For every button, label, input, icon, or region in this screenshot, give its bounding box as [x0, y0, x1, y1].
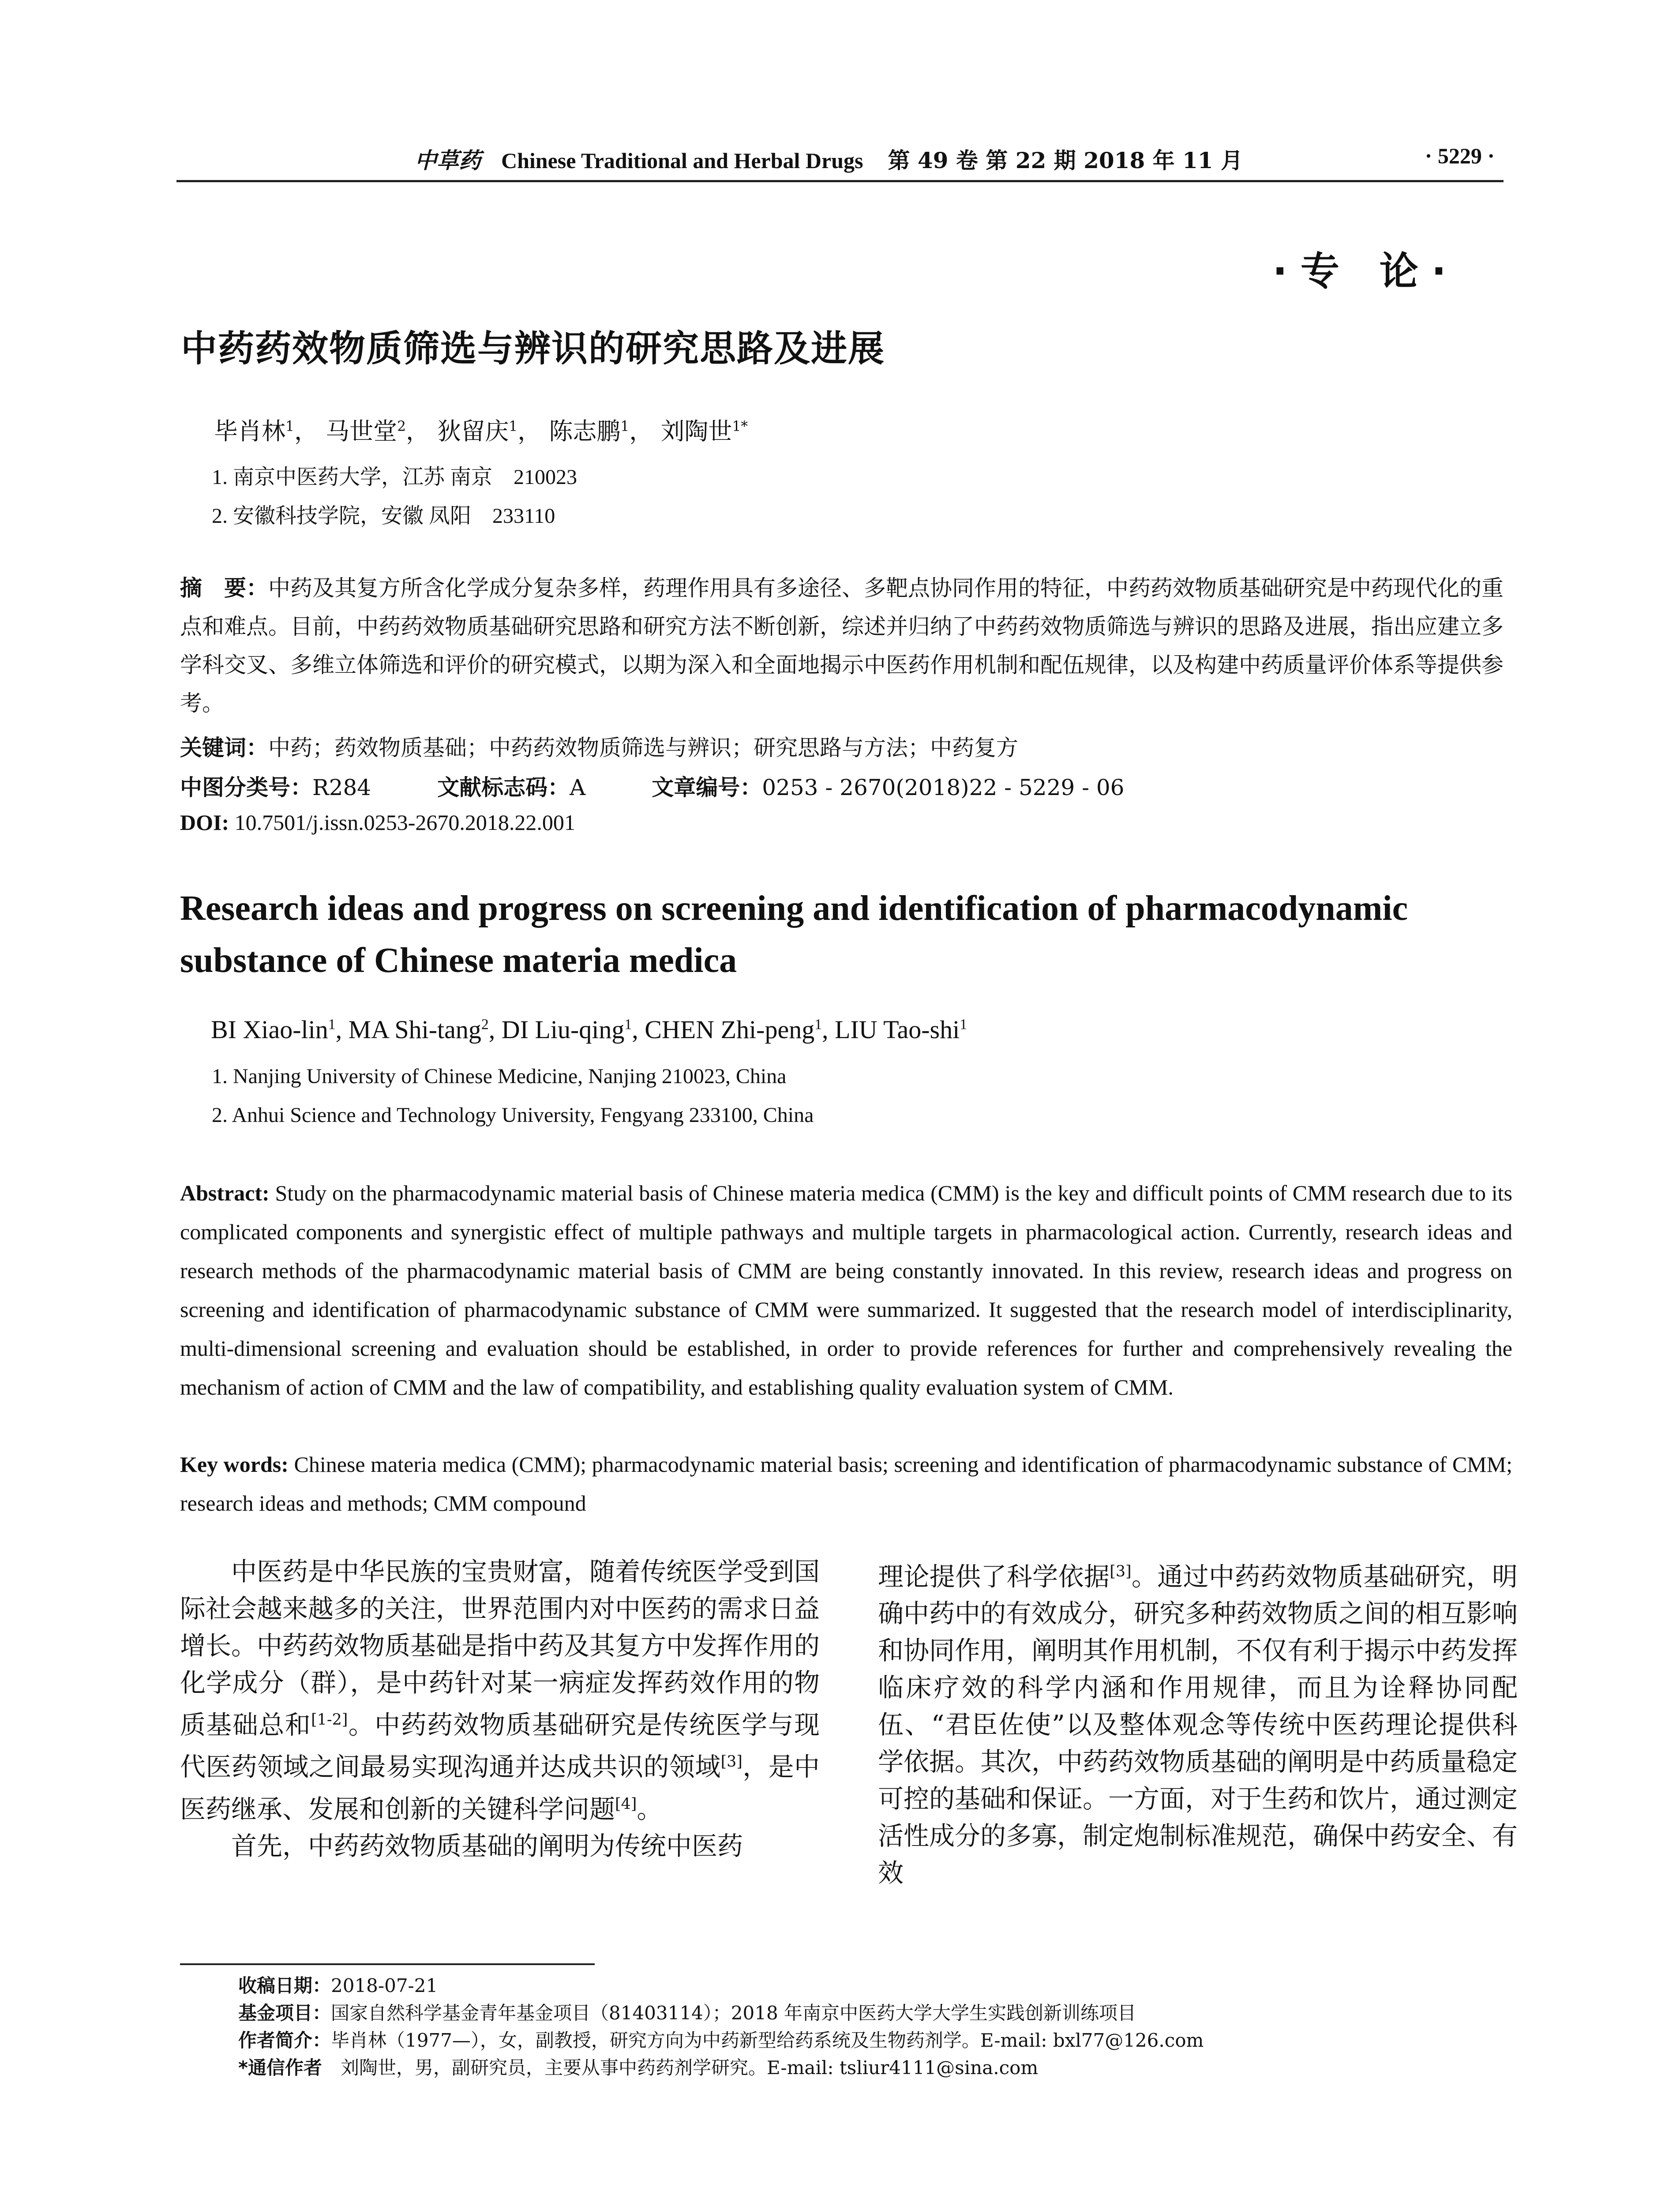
footnote-text: 2018-07-21 — [331, 1975, 438, 1996]
abstract-en — [180, 1174, 1512, 1407]
footnotes — [238, 1972, 1204, 2082]
keywords-cn-text: 中药；药效物质基础；中药药效物质筛选与辨识；研究思路与方法；中药复方 — [268, 735, 1018, 761]
footnote-text: 刘陶世，男，副研究员，主要从事中药药剂学研究。E-mail: tsliur4111@sina.com — [322, 2057, 1039, 2078]
abstract-en-label: Abstract: — [180, 1181, 270, 1205]
author-name: 马世堂 — [326, 417, 398, 445]
author-name: 刘陶世 — [660, 417, 732, 445]
footnote-received — [238, 1972, 1204, 2000]
keywords-en-text: Chinese materia medica (CMM); pharmacodynamic material basis; screening and identification of pharmacodynamic substance of CMM; research ideas and methods; CMM compound — [180, 1452, 1512, 1516]
classification-line — [180, 770, 1191, 802]
section-tag: ·专 论· — [1272, 248, 1459, 294]
author-affiliation-mark: 1 — [509, 419, 518, 435]
doi-label: DOI: — [180, 810, 229, 835]
footnote-author-bio — [238, 2027, 1204, 2054]
author-name: 毕肖林 — [214, 417, 285, 445]
body-column-left — [180, 1553, 820, 1865]
citation-link[interactable]: [3] — [720, 1753, 742, 1771]
doc-code-label: 文献标志码： — [437, 775, 570, 800]
author-affiliation-mark: 1 — [814, 1016, 822, 1033]
author-name: 陈志鹏 — [549, 417, 621, 445]
author-name-en: CHEN Zhi-peng — [645, 1015, 815, 1044]
author-affiliation-mark: 1 — [285, 419, 294, 435]
clc-label: 中图分类号： — [180, 775, 312, 800]
author-affiliation-mark: 1* — [732, 419, 748, 435]
keywords-en-label: Key words: — [180, 1452, 289, 1477]
author-name: 狄留庆 — [437, 417, 509, 445]
body-text: 中医药是中华民族的宝贵财富，随着传统医学受到国际社会越来越多的关注，世界范围内对中医药的需求日益增长。中药药效物质基础是指中药及其复方中发挥作用的化学成分（群），是中药针对某一病症发挥药效作用的物质基础总和 — [180, 1557, 820, 1740]
issue-info: 第 49 卷 第 22 期 2018 年 11 月 — [888, 147, 1243, 173]
footnote-text: 国家自然科学基金青年基金项目（81403114）；2018 年南京中医药大学大学生实践创新训练项目 — [331, 2002, 1136, 2024]
keywords-cn — [180, 730, 1018, 762]
body-column-right — [878, 1553, 1518, 1891]
clc-value: R284 — [312, 775, 371, 800]
author-name-en: MA Shi-tang — [348, 1015, 481, 1044]
article-no-value: 0253 - 2670(2018)22 - 5229 - 06 — [762, 775, 1125, 800]
body-text: 理论提供了科学依据 — [878, 1561, 1110, 1592]
affiliation-cn: 1. 南京中医药大学，江苏 南京 210023 — [212, 465, 578, 489]
authors-cn: 毕肖林$^1$， 马世堂$^2$， 狄留庆$^1$， 陈志鹏$^1$， 刘陶世$^{1*}$ — [214, 417, 748, 445]
author-affiliation-mark: 1 — [624, 1016, 632, 1033]
body-paragraph: 首先，中药药效物质基础的阐明为传统中医药 — [231, 1831, 743, 1861]
journal-info — [415, 143, 1243, 175]
keywords-cn-label: 关键词： — [180, 735, 268, 761]
citation-link[interactable]: [1-2] — [311, 1711, 348, 1729]
abstract-en-text: Study on the pharmacodynamic material basis of Chinese materia medica (CMM) is the key and difficult points of CMM research due to its complicated components and synergistic effect of multiple pathways and multiple targets in pharmacological action. Currently, research ideas and research methods of the pharmacodynamic material basis of CMM are being constantly innovated. In this review, research ideas and progress on screening and identification of pharmacodynamic substance of CMM were summarized. It suggested that the research model of interdisciplinarity, multi-dimensional screening and evaluation should be established, in order to provide references for further and comprehensively revealing the mechanism of action of CMM and the law of compatibility, and establishing quality evaluation system of CMM. — [180, 1181, 1512, 1399]
body-paragraph — [878, 1553, 1518, 1891]
page-number: · 5229 · — [1425, 143, 1495, 168]
footnote-label: 基金项目： — [238, 2002, 331, 2024]
author-name-en: BI Xiao-lin — [211, 1015, 328, 1044]
body-text: 。 — [637, 1793, 663, 1824]
footnote-label: *通信作者 — [238, 2057, 322, 2078]
abstract-cn-text: 中药及其复方所含化学成分复杂多样，药理作用具有多途径、多靶点协同作用的特征，中药药效物质基础研究是中药现代化的重点和难点。目前，中药药效物质基础研究思路和研究方法不断创新，综述并归纳了中药药效物质筛选与辨识的思路及进展，指出应建立多学科交叉、多维立体筛选和评价的研究模式，以期为深入和全面地揭示中医药作用机制和配伍规律，以及构建中药质量评价体系等提供参考。 — [180, 575, 1504, 716]
title-en: Research ideas and progress on screening and identification of pharmacodynamic substance of Chinese materia medica — [180, 889, 1408, 980]
journal-name-en: Chinese Traditional and Herbal Drugs — [501, 148, 863, 173]
footnote-label: 作者简介： — [238, 2030, 331, 2051]
doc-code-value: A — [570, 775, 586, 800]
affiliation-en: 1. Nanjing University of Chinese Medicine, Nanjing 210023, China — [212, 1065, 787, 1088]
author-name-en: DI Liu-qing — [501, 1015, 625, 1044]
author-affiliation-mark: 1 — [328, 1016, 336, 1033]
doi-value: 10.7501/j.issn.0253-2670.2018.22.001 — [234, 810, 575, 835]
footnote-text: 毕肖林（1977—），女，副教授，研究方向为中药新型给药系统及生物药剂学。E-mail: bxl77@126.com — [331, 2030, 1204, 2051]
body-text: 。通过中药药效物质基础研究，明确中药中的有效成分，研究多种药效物质之间的相互影响和协同作用，阐明其作用机制，不仅有利于揭示中药发挥临床疗效的科学内涵和作用规律，而且为诠释协同配伍、“君臣佐使”以及整体观念等传统中医药理论提供科学依据。其次，中药药效物质基础的阐明是中药质量稳定可控的基础和保证。一方面，对于生药和饮片，通过测定活性成分的多寡，制定炮制标准规范，确保中药安全、有效 — [878, 1561, 1518, 1888]
journal-name-cn: 中草药 — [415, 147, 481, 173]
affiliation-en: 2. Anhui Science and Technology University, Fengyang 233100, China — [212, 1103, 814, 1127]
author-affiliation-mark: 1 — [960, 1016, 968, 1033]
body-paragraph — [180, 1553, 820, 1827]
citation-link[interactable]: [4] — [615, 1795, 637, 1813]
affiliation-cn: 2. 安徽科技学院，安徽 凤阳 233110 — [212, 504, 555, 528]
running-header — [176, 140, 1504, 182]
title-cn: 中药药效物质筛选与辨识的研究思路及进展 — [181, 328, 885, 370]
abstract-cn-label: 摘 要： — [180, 575, 268, 601]
footnote-label: 收稿日期： — [238, 1975, 331, 1996]
doi — [180, 810, 575, 835]
body-text: 。中药药效物质基础研究是传统医学与现代医药领域之间最易实现沟通并达成共识的领域 — [180, 1710, 820, 1782]
footnote-divider — [180, 1963, 595, 1965]
abstract-cn — [180, 569, 1504, 723]
authors-en: BI Xiao-lin$^1$, MA Shi-tang$^2$, DI Liu-qing$^1$, CHEN Zhi-peng$^1$, LIU Tao-shi$^1$ — [211, 1015, 968, 1044]
author-name-en: LIU Tao-shi — [835, 1015, 960, 1044]
author-affiliation-mark: 1 — [620, 419, 630, 435]
footnote-funding — [238, 2000, 1204, 2027]
author-affiliation-mark: 2 — [481, 1016, 489, 1033]
author-affiliation-mark: 2 — [397, 419, 406, 435]
article-no-label: 文章编号： — [652, 775, 762, 800]
footnote-corresponding — [238, 2054, 1204, 2082]
body-text: ，是中医药继承、发展和创新的关键科学问题 — [180, 1752, 820, 1824]
keywords-en — [180, 1445, 1512, 1523]
citation-link[interactable]: [3] — [1110, 1563, 1132, 1580]
